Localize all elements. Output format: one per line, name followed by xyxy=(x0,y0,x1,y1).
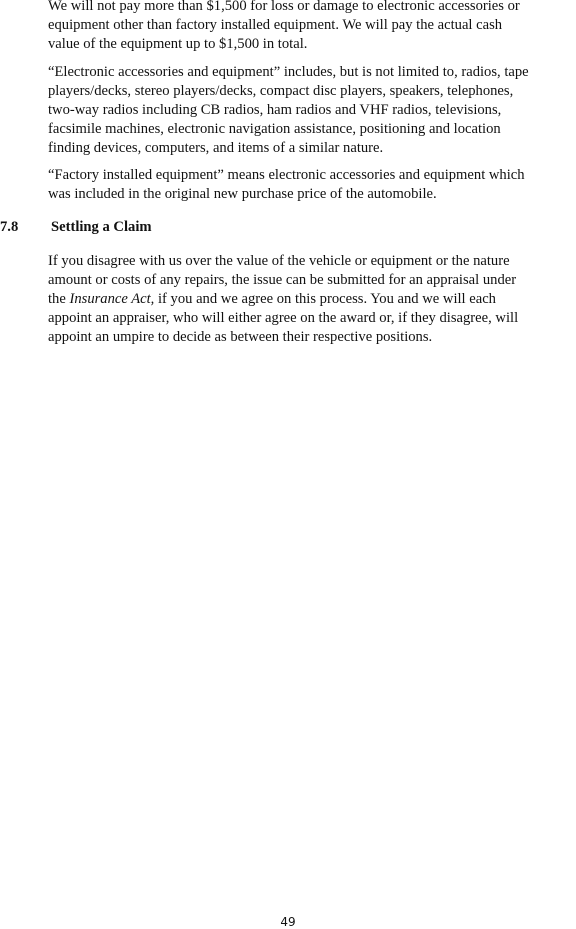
electronic-equipment-definition-paragraph: “Electronic accessories and equipment” includes, but is not limited to, radios, tape players/decks, stereo players/decks, compact disc players, speakers, telephones, two-way radios including CB radios, ham radios and VHF radios, televisions, facsimile machines, electronic navigation assistance, positioning and location finding devices, computers, and items of a similar nature. xyxy=(48,64,529,156)
settling-claim-paragraph xyxy=(48,252,572,347)
page-number: 49 xyxy=(280,915,296,929)
factory-equipment-definition-paragraph: “Factory installed equipment” means electronic accessories and equipment which was included in the original new purchase price of the automobile. xyxy=(48,167,525,202)
settling-claim-text-part1: If you disagree with us over the value of the vehicle or equipment or the nature amount or costs of any repairs, the issue can be submitted for an appraisal under the xyxy=(48,253,517,307)
section-title: Settling a Claim xyxy=(51,219,152,235)
insurance-act-reference: Insurance Act, xyxy=(69,291,155,307)
equipment-limit-paragraph: We will not pay more than $1,500 for loss or damage to electronic accessories or equipment other than factory installed equipment. We will pay the actual cash value of the equipment up to $1,500 in total. xyxy=(48,0,520,52)
section-number: 7.8 xyxy=(0,219,19,235)
settling-claim-text-part2: if you and we agree on this process. You and we will each appoint an appraiser, who will either agree on the award or, if they disagree, will appoint an umpire to decide as between their respective positions. xyxy=(48,291,519,345)
